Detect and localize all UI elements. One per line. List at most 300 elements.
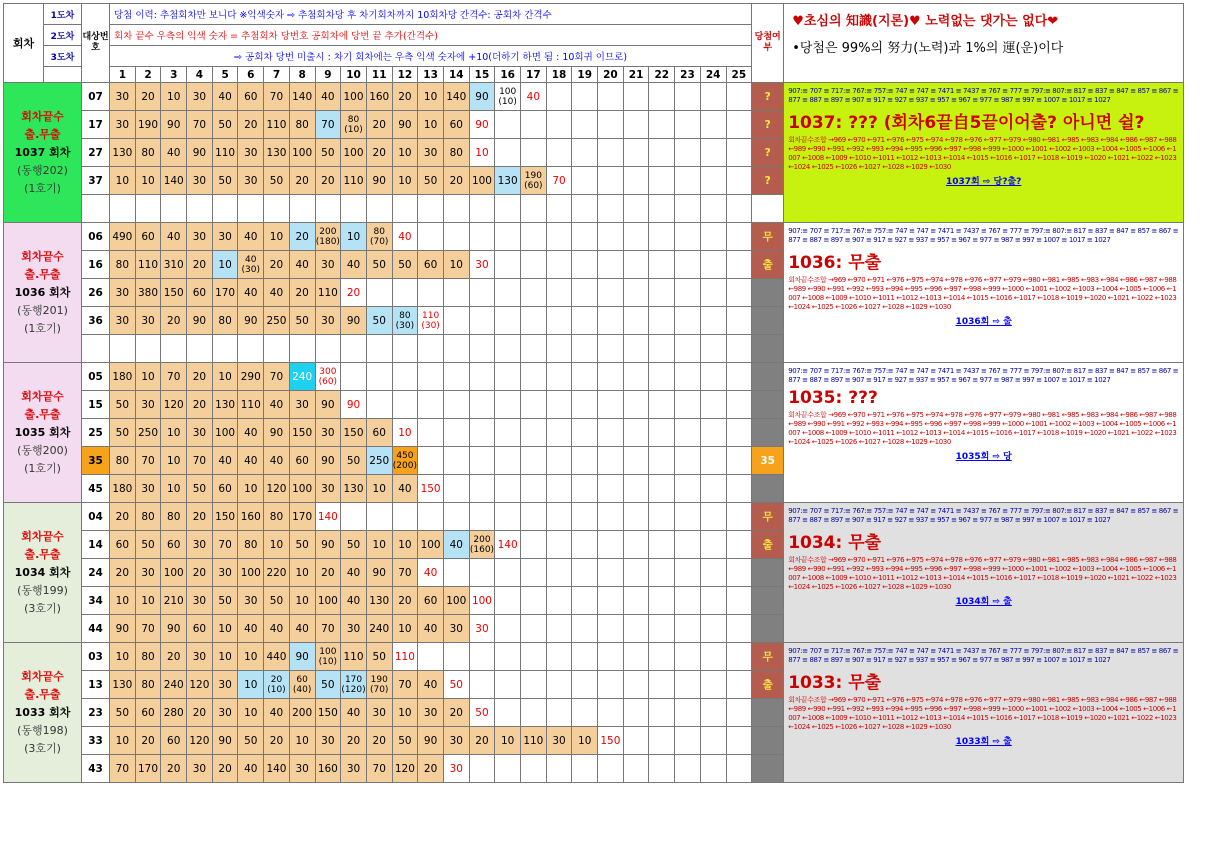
interval-cell bbox=[623, 391, 649, 419]
interval-cell bbox=[700, 307, 726, 335]
round-link[interactable]: 1037회 ⇨ 당?출? bbox=[945, 177, 1022, 187]
combo-text: 회차끝수조합 →969 ←970 ←971 ←976 ←975 ←974 ←978 ←976 ←977 ←979 ←980 ←981 ←985 ←983 ←984 ←986 ←987 ←988 ←989 ←990 ←991 ←992 ←993 ←994 ←995 ←996 ←997 ←998 ←999 ←1000 ←1001 ←1002 ←1003 ←1004 ←1005 ←1006 ←1007 ←1008 ←1009 ←1010 ←1011 ←1012 ←1013 ←1014 ←1015 ←1016 ←1017 ←1018 ←1019 ←1020 ←1021 ←1022 ←1023 ←1024 ←1025 ←1026 ←1027 ←1028 ←1029 ←1030 bbox=[788, 556, 1177, 591]
interval-cell bbox=[546, 615, 572, 643]
interval-cell bbox=[700, 615, 726, 643]
interval-cell bbox=[598, 363, 624, 391]
result-cell bbox=[752, 755, 784, 783]
interval-cell bbox=[443, 223, 469, 251]
interval-cell: 100 bbox=[418, 531, 444, 559]
interval-cell: 20 bbox=[187, 699, 213, 727]
column-number-header: 18 bbox=[546, 67, 572, 83]
target-number: 14 bbox=[82, 531, 110, 559]
interval-cell: 170 bbox=[135, 755, 161, 783]
interval-cell bbox=[341, 503, 367, 531]
interval-cell bbox=[469, 447, 495, 475]
interval-cell bbox=[700, 671, 726, 699]
target-number: 13 bbox=[82, 671, 110, 699]
interval-cell: 80 bbox=[135, 671, 161, 699]
interval-cell: 80 bbox=[443, 139, 469, 167]
interval-cell: 20 bbox=[366, 139, 392, 167]
interval-cell: 20 bbox=[366, 111, 392, 139]
interval-cell bbox=[675, 531, 701, 559]
interval-cell bbox=[649, 83, 675, 111]
interval-cell: 50 bbox=[212, 167, 238, 195]
interval-cell bbox=[649, 307, 675, 335]
interval-cell: 20 bbox=[392, 83, 418, 111]
interval-cell bbox=[495, 755, 521, 783]
interval-cell: 240 bbox=[366, 615, 392, 643]
column-number-header: 24 bbox=[700, 67, 726, 83]
interval-cell bbox=[495, 279, 521, 307]
interval-cell bbox=[726, 335, 752, 363]
interval-cell bbox=[726, 363, 752, 391]
interval-cell bbox=[418, 391, 444, 419]
interval-cell: 30 bbox=[238, 167, 264, 195]
interval-cell bbox=[572, 755, 598, 783]
interval-cell bbox=[443, 503, 469, 531]
history-text: 907:≡ 707 ≡ 717:≡ 767:≡ 757:≡ 747 ≡ 747 ≡ 7471 ≡ 7437 ≡ 767 ≡ 777 ≡ 797:≡ 807:≡ 817 ≡ 837 ≡ 847 ≡ 857 ≡ 867 ≡ 877 ≡ 887 ≡ 897 ≡ 907 ≡ 917 ≡ 927 ≡ 937 ≡ 957 ≡ 967 ≡ 977 ≡ 987 ≡ 997 ≡ 1007 ≡ 1017 ≡ 1027 bbox=[788, 87, 1179, 104]
interval-cell bbox=[623, 363, 649, 391]
interval-cell bbox=[623, 559, 649, 587]
interval-cell: 50 bbox=[443, 671, 469, 699]
interval-cell: 40 bbox=[238, 419, 264, 447]
result-cell bbox=[752, 615, 784, 643]
interval-cell bbox=[495, 363, 521, 391]
interval-cell: 70 bbox=[110, 755, 136, 783]
interval-cell bbox=[623, 671, 649, 699]
interval-cell: 70 bbox=[212, 531, 238, 559]
interval-cell bbox=[521, 587, 547, 615]
column-number-header: 19 bbox=[572, 67, 598, 83]
interval-cell: 10 bbox=[110, 643, 136, 671]
interval-cell bbox=[546, 531, 572, 559]
interval-cell: 10 bbox=[392, 167, 418, 195]
interval-cell: 120 bbox=[187, 727, 213, 755]
combo-text: 회차끝수조합 →969 ←970 ←971 ←976 ←975 ←974 ←978 ←976 ←977 ←979 ←980 ←981 ←985 ←983 ←984 ←986 ←987 ←988 ←989 ←990 ←991 ←992 ←993 ←994 ←995 ←996 ←997 ←998 ←999 ←1000 ←1001 ←1002 ←1003 ←1004 ←1005 ←1006 ←1007 ←1008 ←1009 ←1010 ←1011 ←1012 ←1013 ←1014 ←1015 ←1016 ←1017 ←1018 ←1019 ←1020 ←1021 ←1022 ←1023 ←1024 ←1025 ←1026 ←1027 ←1028 ←1029 ←1030 bbox=[788, 696, 1177, 731]
header-row-label: 3도차 bbox=[44, 46, 82, 67]
interval-cell: 10 bbox=[238, 643, 264, 671]
interval-cell: 50 bbox=[212, 587, 238, 615]
round-label-line: 1035 회차 bbox=[14, 425, 71, 439]
interval-cell bbox=[546, 419, 572, 447]
interval-cell: 70 bbox=[161, 363, 187, 391]
interval-cell bbox=[623, 335, 649, 363]
interval-cell: 10 bbox=[238, 671, 264, 699]
interval-cell: 40 bbox=[289, 615, 315, 643]
interval-cell: 20 bbox=[366, 727, 392, 755]
interval-cell bbox=[443, 419, 469, 447]
interval-cell: 70 bbox=[264, 83, 290, 111]
interval-cell: 10 bbox=[418, 83, 444, 111]
interval-cell bbox=[623, 475, 649, 503]
round-link[interactable]: 1033회 ⇨ 출 bbox=[955, 737, 1012, 747]
interval-cell bbox=[598, 307, 624, 335]
target-number: 23 bbox=[82, 699, 110, 727]
column-number-header: 16 bbox=[495, 67, 521, 83]
interval-cell bbox=[392, 335, 418, 363]
interval-cell: 30 bbox=[110, 111, 136, 139]
interval-cell bbox=[546, 279, 572, 307]
lotto-table bbox=[3, 3, 1184, 783]
interval-cell bbox=[598, 699, 624, 727]
interval-cell bbox=[623, 615, 649, 643]
interval-cell bbox=[623, 139, 649, 167]
interval-cell: 40 bbox=[264, 391, 290, 419]
interval-cell bbox=[521, 755, 547, 783]
column-number-header: 5 bbox=[212, 67, 238, 83]
interval-cell bbox=[675, 727, 701, 755]
interval-cell: 100 bbox=[443, 587, 469, 615]
interval-cell bbox=[649, 419, 675, 447]
motto-line-2: •당첨은 99%의 努力(노력)과 1%의 運(운)이다 bbox=[792, 41, 1064, 56]
notice-2: 회차 끝수 우측의 익색 숫자 = 추첨회차 당번호 공회차에 당번 끝 추가(간격수) bbox=[110, 25, 752, 46]
target-number: 16 bbox=[82, 251, 110, 279]
interval-cell bbox=[443, 363, 469, 391]
target-number bbox=[82, 195, 110, 223]
notice-1: 당첨 이력: 추첨회차만 보니다 ※익색숫자 ⇨ 추첨회차당 후 차기회차까지 10회차당 간격수: 공회차 간격수 bbox=[110, 4, 752, 25]
interval-cell: 40 bbox=[392, 223, 418, 251]
round-label-line: 회차끝수 bbox=[21, 669, 64, 683]
interval-cell: 20 bbox=[187, 391, 213, 419]
result-cell: ? bbox=[752, 139, 784, 167]
interval-cell: 10 bbox=[161, 447, 187, 475]
interval-cell bbox=[469, 335, 495, 363]
interval-cell: 70 bbox=[187, 111, 213, 139]
interval-cell: 10 bbox=[392, 699, 418, 727]
interval-cell bbox=[521, 615, 547, 643]
interval-cell: 130 bbox=[110, 671, 136, 699]
interval-cell: 50 bbox=[238, 727, 264, 755]
interval-cell: 20 bbox=[135, 727, 161, 755]
interval-cell bbox=[700, 363, 726, 391]
interval-cell bbox=[521, 363, 547, 391]
target-number: 43 bbox=[82, 755, 110, 783]
round-link[interactable]: 1035회 ⇨ 당 bbox=[955, 452, 1012, 462]
interval-cell: 40 (30) bbox=[238, 251, 264, 279]
target-number: 05 bbox=[82, 363, 110, 391]
interval-cell: 200 (160) bbox=[469, 531, 495, 559]
interval-cell: 60 bbox=[161, 727, 187, 755]
interval-cell: 10 bbox=[469, 139, 495, 167]
interval-cell: 30 bbox=[341, 755, 367, 783]
interval-cell bbox=[675, 363, 701, 391]
interval-cell: 40 bbox=[264, 615, 290, 643]
interval-cell bbox=[521, 111, 547, 139]
interval-cell bbox=[341, 195, 367, 223]
notice-3: ⇨ 공회차 당번 미출시 : 차기 회차에는 우측 익색 숫자에 +10(더하기 하면 됨 : 10회귀 이므로) bbox=[110, 46, 752, 67]
interval-cell: 100 bbox=[315, 587, 341, 615]
interval-cell: 50 bbox=[110, 391, 136, 419]
interval-cell bbox=[418, 223, 444, 251]
result-cell: 출 bbox=[752, 531, 784, 559]
interval-cell bbox=[187, 195, 213, 223]
header-side-label: 회차 bbox=[4, 4, 44, 83]
interval-cell: 30 bbox=[187, 83, 213, 111]
result-cell bbox=[752, 335, 784, 363]
interval-cell: 240 bbox=[289, 363, 315, 391]
interval-cell bbox=[366, 335, 392, 363]
interval-cell bbox=[700, 727, 726, 755]
interval-cell bbox=[521, 139, 547, 167]
interval-cell bbox=[315, 335, 341, 363]
header-row-label: 1도차 bbox=[44, 4, 82, 25]
interval-cell bbox=[469, 503, 495, 531]
interval-cell: 40 bbox=[238, 279, 264, 307]
interval-cell: 100 bbox=[341, 83, 367, 111]
interval-cell bbox=[700, 755, 726, 783]
interval-cell bbox=[675, 83, 701, 111]
interval-cell bbox=[700, 83, 726, 111]
column-number-header: 4 bbox=[187, 67, 213, 83]
interval-cell bbox=[212, 335, 238, 363]
interval-cell: 20 bbox=[264, 727, 290, 755]
round-label-line: 출.무출 bbox=[24, 127, 61, 141]
interval-cell: 190 (70) bbox=[366, 671, 392, 699]
interval-cell: 190 bbox=[135, 111, 161, 139]
column-number-header: 7 bbox=[264, 67, 290, 83]
interval-cell: 80 bbox=[110, 251, 136, 279]
interval-cell: 30 bbox=[135, 307, 161, 335]
interval-cell bbox=[598, 447, 624, 475]
interval-cell: 50 bbox=[289, 531, 315, 559]
interval-cell: 20 bbox=[187, 251, 213, 279]
interval-cell bbox=[598, 671, 624, 699]
interval-cell: 100 bbox=[469, 587, 495, 615]
interval-cell bbox=[495, 111, 521, 139]
interval-cell bbox=[623, 251, 649, 279]
interval-cell: 60 bbox=[418, 251, 444, 279]
interval-cell: 10 bbox=[161, 419, 187, 447]
interval-cell: 50 bbox=[366, 643, 392, 671]
interval-cell bbox=[726, 195, 752, 223]
interval-cell bbox=[161, 335, 187, 363]
history-text: 907:≡ 707 ≡ 717:≡ 767:≡ 757:≡ 747 ≡ 747 ≡ 7471 ≡ 7437 ≡ 767 ≡ 777 ≡ 797:≡ 807:≡ 817 ≡ 837 ≡ 847 ≡ 857 ≡ 867 ≡ 877 ≡ 887 ≡ 897 ≡ 907 ≡ 917 ≡ 927 ≡ 937 ≡ 957 ≡ 967 ≡ 977 ≡ 987 ≡ 997 ≡ 1007 ≡ 1017 ≡ 1027 bbox=[788, 367, 1179, 384]
interval-cell: 20 bbox=[238, 111, 264, 139]
interval-cell: 40 bbox=[238, 615, 264, 643]
interval-cell bbox=[315, 195, 341, 223]
interval-cell bbox=[469, 643, 495, 671]
interval-cell: 50 bbox=[135, 531, 161, 559]
interval-cell bbox=[700, 699, 726, 727]
result-cell bbox=[752, 363, 784, 391]
target-number: 07 bbox=[82, 83, 110, 111]
interval-cell: 60 bbox=[289, 447, 315, 475]
interval-cell bbox=[572, 279, 598, 307]
interval-cell bbox=[598, 475, 624, 503]
result-cell bbox=[752, 475, 784, 503]
interval-cell: 30 bbox=[135, 391, 161, 419]
interval-cell: 130 bbox=[366, 587, 392, 615]
column-number-header: 1 bbox=[110, 67, 136, 83]
interval-cell bbox=[675, 279, 701, 307]
round-label-line: 회차끝수 bbox=[21, 389, 64, 403]
interval-cell bbox=[649, 195, 675, 223]
interval-cell: 30 bbox=[110, 307, 136, 335]
interval-cell bbox=[264, 195, 290, 223]
interval-cell: 30 bbox=[187, 419, 213, 447]
interval-cell: 40 bbox=[341, 559, 367, 587]
interval-cell: 80 bbox=[212, 307, 238, 335]
interval-cell bbox=[726, 531, 752, 559]
interval-cell: 70 bbox=[264, 363, 290, 391]
interval-cell: 90 bbox=[469, 111, 495, 139]
round-label-line: 1036 회차 bbox=[14, 285, 71, 299]
interval-cell: 90 bbox=[315, 447, 341, 475]
column-number-header: 25 bbox=[726, 67, 752, 83]
interval-cell: 40 bbox=[341, 587, 367, 615]
round-label-line: 1033 회차 bbox=[14, 705, 71, 719]
interval-cell bbox=[546, 363, 572, 391]
history-text: 907:≡ 707 ≡ 717:≡ 767:≡ 757:≡ 747 ≡ 747 ≡ 7471 ≡ 7437 ≡ 767 ≡ 777 ≡ 797:≡ 807:≡ 817 ≡ 837 ≡ 847 ≡ 857 ≡ 867 ≡ 877 ≡ 887 ≡ 897 ≡ 907 ≡ 917 ≡ 927 ≡ 937 ≡ 957 ≡ 967 ≡ 977 ≡ 987 ≡ 997 ≡ 1007 ≡ 1017 ≡ 1027 bbox=[788, 507, 1179, 524]
interval-cell: 20 bbox=[443, 167, 469, 195]
interval-cell bbox=[726, 475, 752, 503]
interval-cell: 40 bbox=[418, 615, 444, 643]
interval-cell: 10 bbox=[135, 363, 161, 391]
interval-cell: 20 bbox=[110, 559, 136, 587]
interval-cell bbox=[623, 223, 649, 251]
target-number: 36 bbox=[82, 307, 110, 335]
round-link[interactable]: 1034회 ⇨ 출 bbox=[955, 597, 1012, 607]
round-label-line: 회차끝수 bbox=[21, 529, 64, 543]
interval-cell bbox=[649, 223, 675, 251]
interval-cell bbox=[546, 195, 572, 223]
interval-cell bbox=[238, 195, 264, 223]
interval-cell bbox=[649, 475, 675, 503]
interval-cell bbox=[572, 195, 598, 223]
interval-cell: 30 bbox=[469, 251, 495, 279]
interval-cell: 30 bbox=[418, 699, 444, 727]
interval-cell bbox=[469, 671, 495, 699]
interval-cell: 20 bbox=[315, 559, 341, 587]
interval-cell bbox=[598, 251, 624, 279]
interval-cell: 140 bbox=[289, 83, 315, 111]
round-label-line: 회차끝수 bbox=[21, 249, 64, 263]
interval-cell: 90 bbox=[110, 615, 136, 643]
interval-cell bbox=[469, 475, 495, 503]
round-link[interactable]: 1036회 ⇨ 출 bbox=[955, 317, 1012, 327]
target-number: 15 bbox=[82, 391, 110, 419]
interval-cell: 50 bbox=[392, 251, 418, 279]
interval-cell: 40 bbox=[212, 447, 238, 475]
round-label-line: 출.무출 bbox=[24, 687, 61, 701]
target-number: 26 bbox=[82, 279, 110, 307]
interval-cell bbox=[726, 167, 752, 195]
interval-cell bbox=[649, 447, 675, 475]
result-cell: ? bbox=[752, 167, 784, 195]
interval-cell bbox=[495, 419, 521, 447]
interval-cell bbox=[726, 755, 752, 783]
interval-cell bbox=[495, 447, 521, 475]
interval-cell: 160 bbox=[366, 83, 392, 111]
interval-cell bbox=[341, 363, 367, 391]
interval-cell bbox=[700, 559, 726, 587]
interval-cell bbox=[443, 391, 469, 419]
interval-cell: 110 bbox=[521, 727, 547, 755]
interval-cell: 90 bbox=[315, 391, 341, 419]
interval-cell bbox=[495, 335, 521, 363]
interval-cell bbox=[700, 223, 726, 251]
interval-cell bbox=[443, 335, 469, 363]
target-number: 03 bbox=[82, 643, 110, 671]
interval-cell: 30 bbox=[546, 727, 572, 755]
interval-cell bbox=[623, 447, 649, 475]
interval-cell: 30 bbox=[315, 419, 341, 447]
interval-cell bbox=[443, 559, 469, 587]
interval-cell bbox=[700, 475, 726, 503]
interval-cell bbox=[521, 391, 547, 419]
interval-cell: 90 bbox=[161, 615, 187, 643]
interval-cell: 70 bbox=[315, 111, 341, 139]
interval-cell: 250 bbox=[264, 307, 290, 335]
interval-cell bbox=[649, 587, 675, 615]
interval-cell bbox=[392, 363, 418, 391]
interval-cell: 30 bbox=[187, 167, 213, 195]
interval-cell bbox=[469, 559, 495, 587]
target-number: 35 bbox=[82, 447, 110, 475]
interval-cell: 20 bbox=[135, 83, 161, 111]
interval-cell: 70 bbox=[135, 615, 161, 643]
interval-cell: 100 bbox=[469, 167, 495, 195]
interval-cell bbox=[700, 111, 726, 139]
interval-cell bbox=[495, 195, 521, 223]
interval-cell bbox=[546, 643, 572, 671]
interval-cell: 310 bbox=[161, 251, 187, 279]
interval-cell: 110 bbox=[212, 139, 238, 167]
round-label-line: (3호기) bbox=[24, 601, 61, 615]
interval-cell: 70 bbox=[546, 167, 572, 195]
interval-cell bbox=[623, 307, 649, 335]
interval-cell: 150 bbox=[598, 727, 624, 755]
interval-cell: 50 bbox=[392, 727, 418, 755]
interval-cell: 60 bbox=[418, 587, 444, 615]
interval-cell bbox=[649, 139, 675, 167]
interval-cell bbox=[521, 699, 547, 727]
interval-cell bbox=[726, 307, 752, 335]
interval-cell: 120 bbox=[187, 671, 213, 699]
interval-cell bbox=[675, 503, 701, 531]
interval-cell bbox=[443, 475, 469, 503]
analysis-panel bbox=[784, 83, 1184, 223]
interval-cell: 120 bbox=[392, 755, 418, 783]
interval-cell bbox=[649, 279, 675, 307]
interval-cell: 60 bbox=[187, 279, 213, 307]
interval-cell bbox=[238, 335, 264, 363]
round-label-line: 출.무출 bbox=[24, 547, 61, 561]
interval-cell bbox=[649, 391, 675, 419]
interval-cell bbox=[469, 279, 495, 307]
column-number-header: 20 bbox=[598, 67, 624, 83]
interval-cell: 30 bbox=[187, 643, 213, 671]
interval-cell: 60 bbox=[110, 531, 136, 559]
history-text: 907:≡ 707 ≡ 717:≡ 767:≡ 757:≡ 747 ≡ 747 ≡ 7471 ≡ 7437 ≡ 767 ≡ 777 ≡ 797:≡ 807:≡ 817 ≡ 837 ≡ 847 ≡ 857 ≡ 867 ≡ 877 ≡ 887 ≡ 897 ≡ 907 ≡ 917 ≡ 927 ≡ 937 ≡ 957 ≡ 967 ≡ 977 ≡ 987 ≡ 997 ≡ 1007 ≡ 1017 ≡ 1027 bbox=[788, 647, 1179, 664]
interval-cell bbox=[418, 363, 444, 391]
interval-cell bbox=[572, 643, 598, 671]
interval-cell: 170 bbox=[289, 503, 315, 531]
column-number-header: 14 bbox=[443, 67, 469, 83]
interval-cell bbox=[675, 755, 701, 783]
column-number-header: 23 bbox=[675, 67, 701, 83]
interval-cell: 30 bbox=[135, 559, 161, 587]
header-target-number: 대상번호 bbox=[82, 4, 110, 83]
interval-cell bbox=[572, 223, 598, 251]
interval-cell: 70 bbox=[187, 447, 213, 475]
result-cell: 35 bbox=[752, 447, 784, 475]
interval-cell: 110 bbox=[341, 167, 367, 195]
target-number: 25 bbox=[82, 419, 110, 447]
interval-cell bbox=[649, 531, 675, 559]
interval-cell: 10 bbox=[572, 727, 598, 755]
result-cell bbox=[752, 699, 784, 727]
